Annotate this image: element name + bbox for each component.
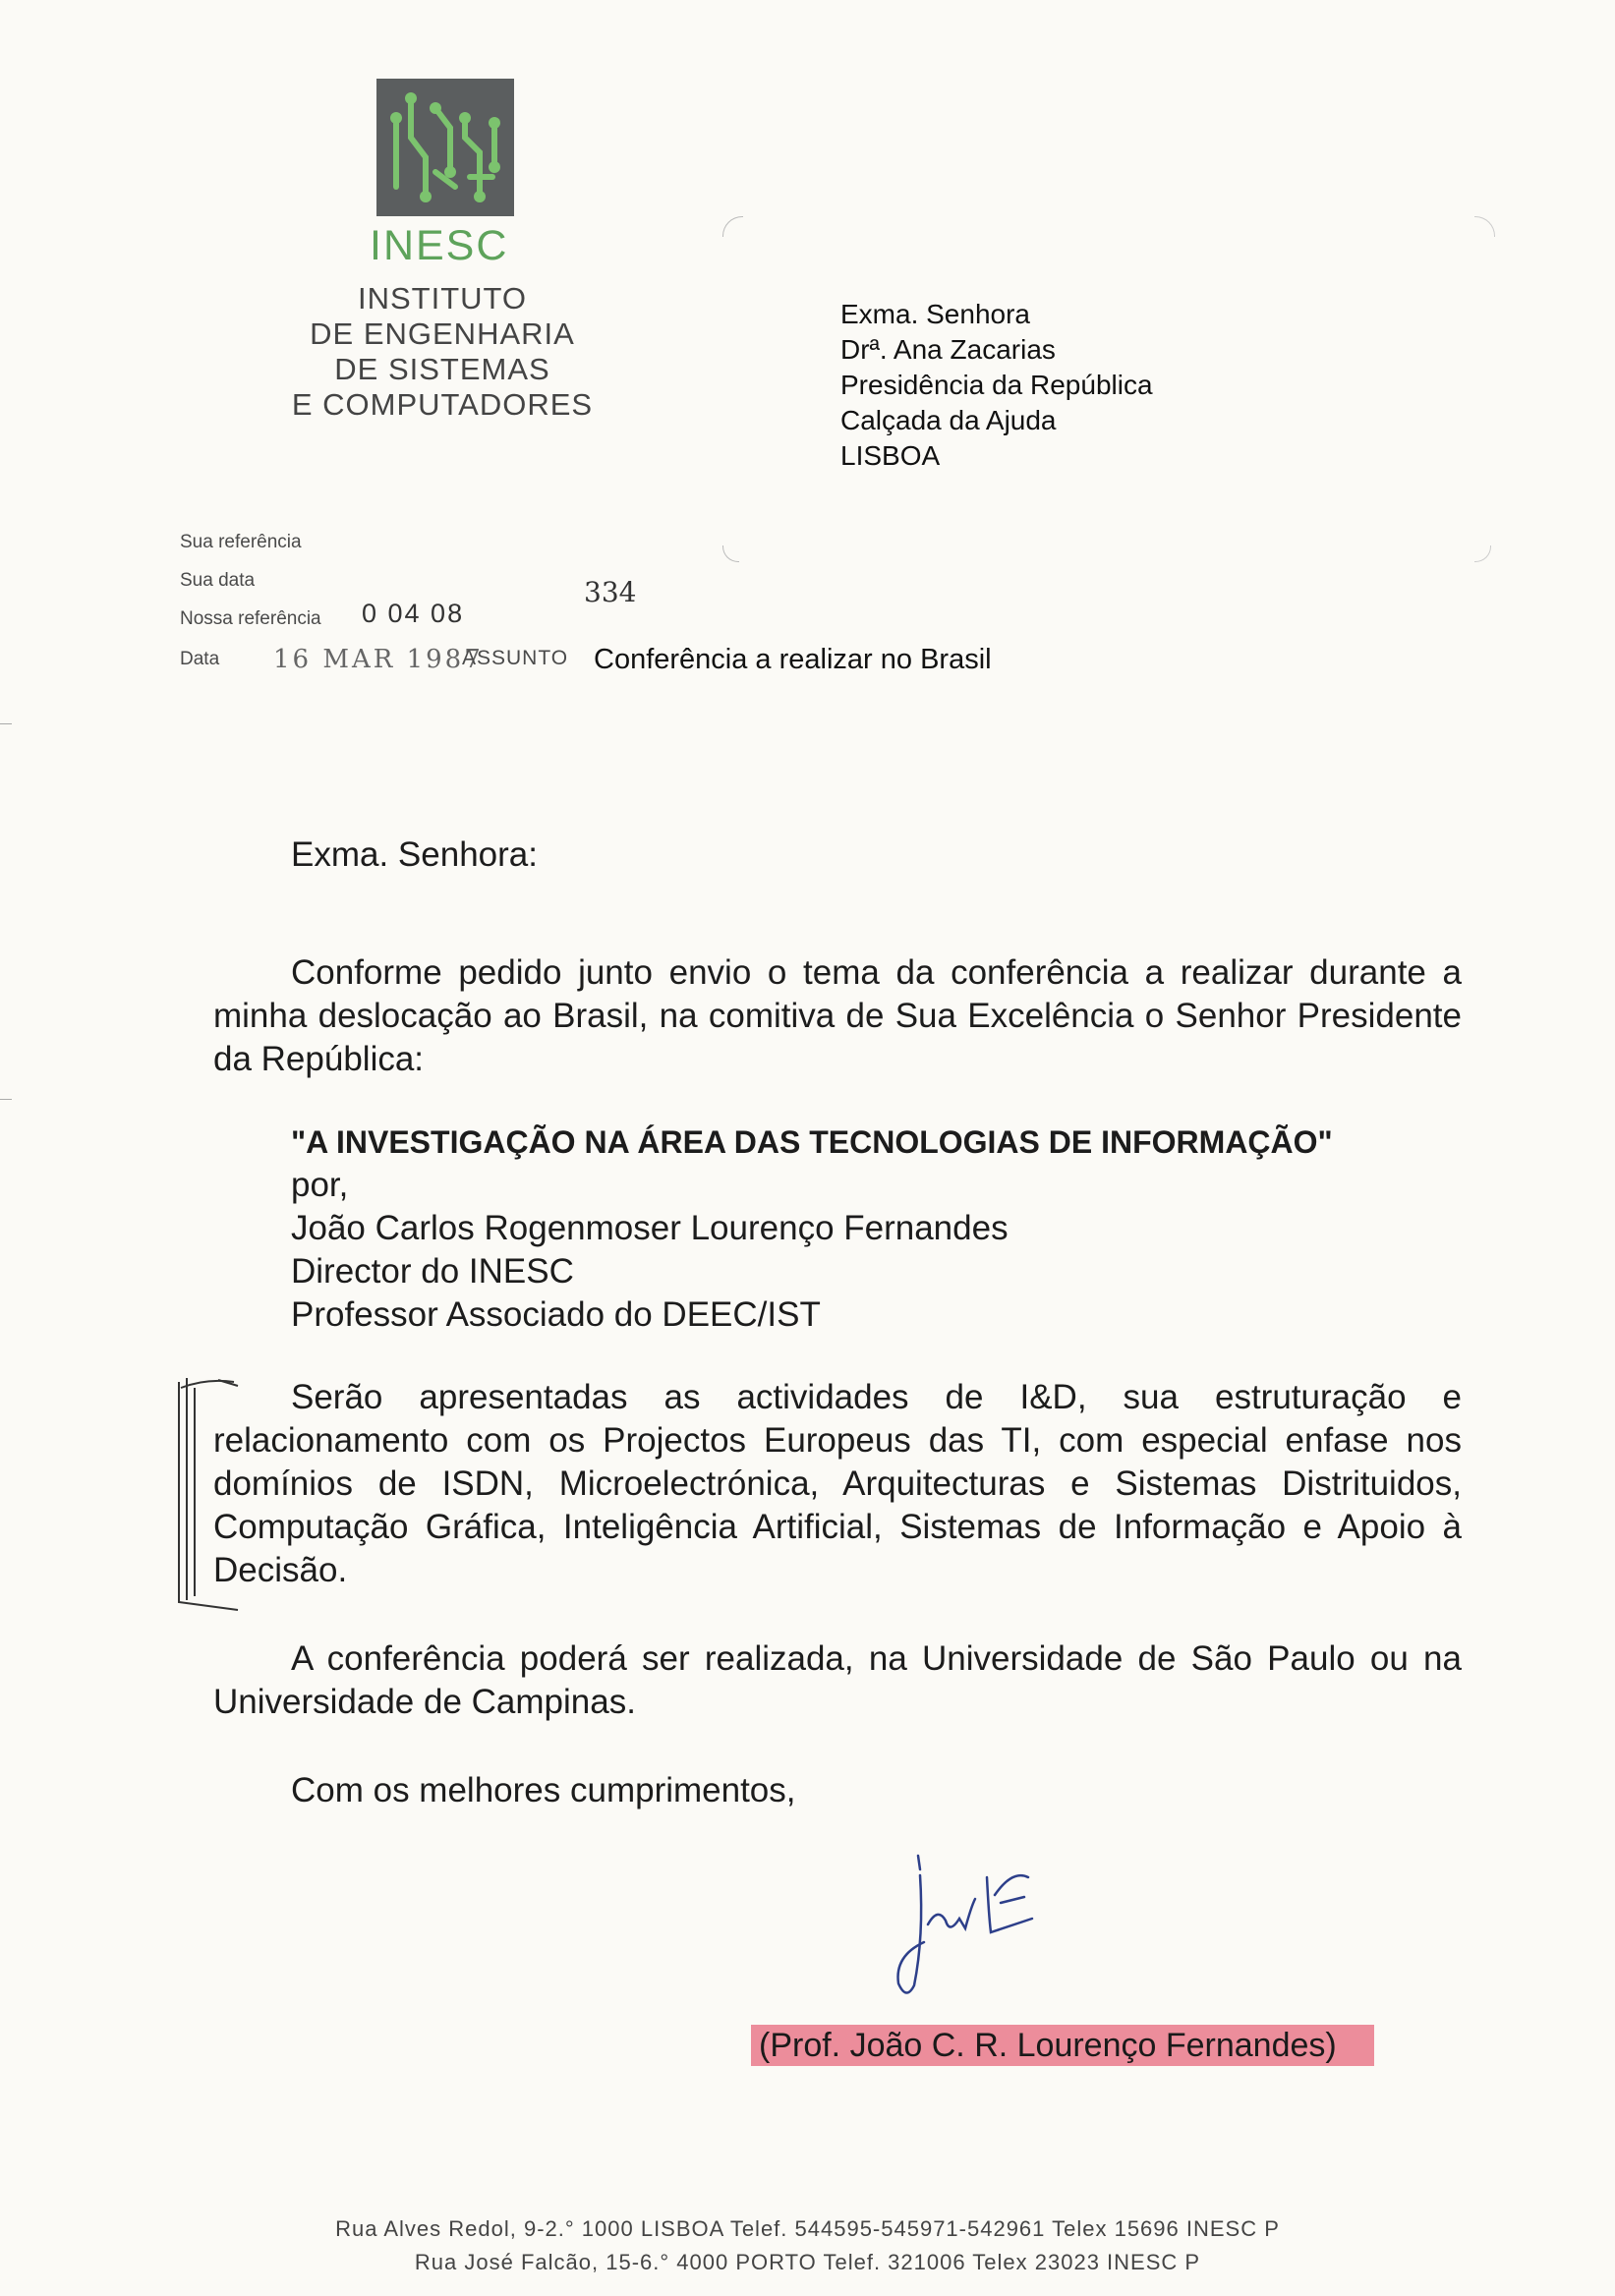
recipient-line: Presidência da República [840, 370, 1153, 400]
sua-data-label: Sua data [180, 570, 256, 591]
fold-mark [0, 723, 12, 724]
brand-acronym: INESC [370, 222, 509, 269]
institute-line: DE SISTEMAS [334, 352, 550, 386]
assunto-label: ASSUNTO [462, 647, 569, 669]
footer-porto: Rua José Falcão, 15-6.° 4000 PORTO Telef. 321006 Telex 23023 INESC P [414, 2250, 1201, 2274]
signatory-name: (Prof. João C. R. Lourenço Fernandes) [751, 2025, 1374, 2066]
recipient-line: Drª. Ana Zacarias [840, 334, 1056, 365]
institute-line: INSTITUTO [357, 281, 528, 316]
institute-line: E COMPUTADORES [291, 387, 594, 422]
nossa-referencia-value: 0 04 08 [362, 599, 465, 628]
paragraph-text: A conferência poderá ser realizada, na Universidade de São Paulo ou na Universidade de Campinas. [213, 1639, 1462, 1721]
sua-referencia-label: Sua referência [180, 532, 302, 552]
data-label: Data [180, 649, 220, 669]
paragraph-text: Conforme pedido junto envio o tema da conferência a realizar durante a minha deslocação ao Brasil, na comitiva de Sua Excelência o Senhor Presidente da República: [213, 953, 1462, 1078]
date-stamp: 16 MAR 1987 [273, 645, 484, 674]
assunto-value: Conferência a realizar no Brasil [594, 644, 992, 675]
nossa-referencia-label: Nossa referência [180, 608, 321, 629]
author-line: Director do INESC [291, 1252, 574, 1291]
author-line: Professor Associado do DEEC/IST [291, 1295, 821, 1334]
conference-title: "A INVESTIGAÇÃO NA ÁREA DAS TECNOLOGIAS DE INFORMAÇÃO" [291, 1124, 1333, 1160]
institute-name [275, 281, 609, 423]
institute-line: DE ENGENHARIA [310, 316, 575, 351]
envelope-window-mark [722, 216, 743, 237]
paragraph-activities [213, 1376, 1462, 1592]
inesc-logo [376, 79, 514, 216]
conference-title-block [291, 1120, 1333, 1337]
circuit-logo-icon [376, 79, 514, 216]
author-line: João Carlos Rogenmoser Lourenço Fernandes [291, 1209, 1009, 1247]
paragraph-venue [213, 1637, 1462, 1724]
paragraph-request [213, 951, 1462, 1081]
signatory-name-highlight [751, 2027, 1374, 2065]
recipient-line: Exma. Senhora [840, 299, 1030, 329]
paragraph-text: Serão apresentadas as actividades de I&D, sua estruturação e relacionamento com os Projectos Europeus das TI, com especial enfase nos domínios de ISDN, Microelectrónica, Arquitecturas e Sistemas Distrituidos, Computação Gráfica, Inteligência Artificial, Sistemas de Informação e Apoio à Decisão. [213, 1378, 1462, 1589]
handwritten-signature [885, 1848, 1062, 2005]
recipient-address [840, 297, 1153, 474]
handwritten-reference: 334 [584, 576, 637, 608]
envelope-window-mark [1474, 545, 1491, 562]
fold-mark [0, 1099, 12, 1100]
footer-addresses [197, 2212, 1418, 2279]
closing: Com os melhores cumprimentos, [291, 1771, 796, 1809]
salutation: Exma. Senhora: [291, 835, 538, 874]
envelope-window-mark [1474, 216, 1495, 237]
envelope-window-mark [722, 545, 739, 562]
recipient-line: Calçada da Ajuda [840, 405, 1057, 435]
footer-lisboa: Rua Alves Redol, 9-2.° 1000 LISBOA Telef. 544595-545971-542961 Telex 15696 INESC P [335, 2216, 1280, 2241]
recipient-line: LISBOA [840, 440, 941, 471]
author-line: por, [291, 1166, 349, 1204]
